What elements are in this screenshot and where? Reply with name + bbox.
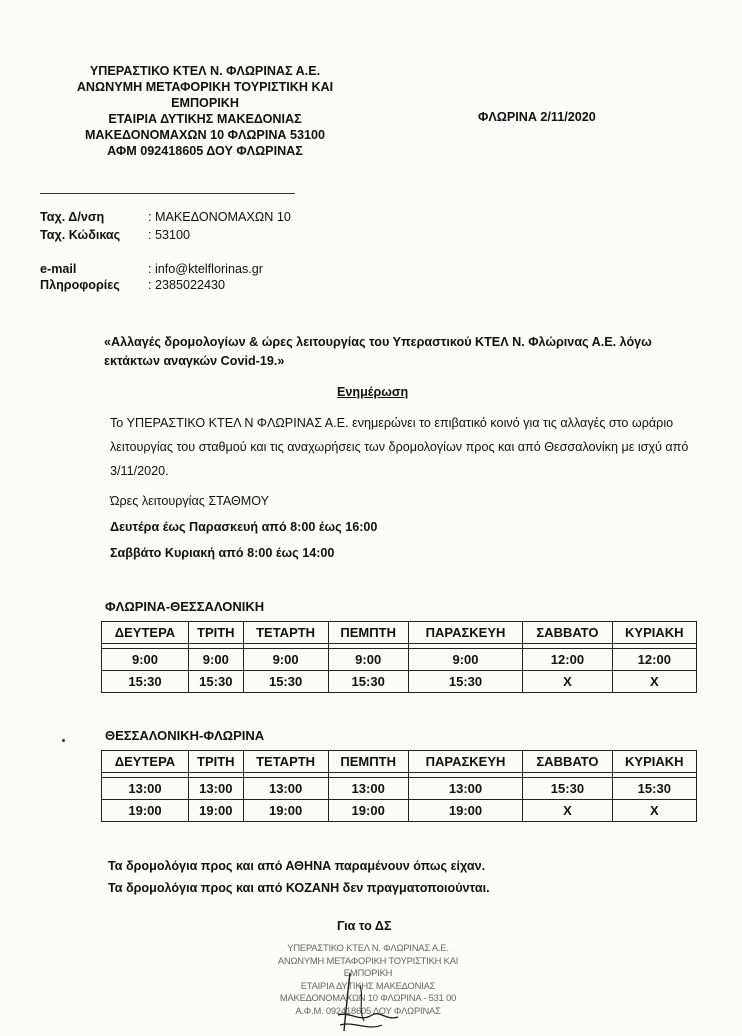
email-value: : info@ktelflorinas.gr <box>148 262 263 276</box>
departure-cell: 9:00 <box>188 649 243 671</box>
departure-cell: 13:00 <box>188 778 243 800</box>
departure-cell: Χ <box>612 800 696 822</box>
stamp-line: ΥΠΕΡΑΣΤΙΚΟ ΚΤΕΛ Ν. ΦΛΩΡΙΝΑΣ Α.Ε. <box>287 942 449 953</box>
company-line: ΕΤΑΙΡΙΑ ΔΥΤΙΚΗΣ ΜΑΚΕΔΟΝΙΑΣ <box>108 112 302 126</box>
departure-cell: 13:00 <box>408 778 522 800</box>
day-header: ΚΥΡΙΑΚΗ <box>612 622 696 644</box>
departure-cell: 15:30 <box>243 671 328 693</box>
day-header: ΠΑΡΑΣΚΕΥΗ <box>408 751 522 773</box>
departure-cell: 15:30 <box>328 671 408 693</box>
table-row <box>102 800 697 822</box>
departure-cell: Χ <box>523 671 612 693</box>
day-header: ΚΥΡΙΑΚΗ <box>612 751 696 773</box>
day-header: ΤΕΤΑΡΤΗ <box>243 622 328 644</box>
table-header-row <box>102 751 697 773</box>
schedule-table-florina-thessaloniki <box>101 621 697 693</box>
table-row <box>102 778 697 800</box>
document-date: ΦΛΩΡΙΝΑ 2/11/2020 <box>478 110 596 124</box>
company-line: ΜΑΚΕΔΟΝΟΜΑΧΩΝ 10 ΦΛΩΡΙΝΑ 53100 <box>84 128 326 142</box>
stray-mark <box>62 739 65 742</box>
company-line: ΑΝΩΝΥΜΗ ΜΕΤΑΦΟΡΙΚΗ ΤΟΥΡΙΣΤΙΚΗ ΚΑΙ <box>76 80 334 94</box>
departure-cell: 15:30 <box>612 778 696 800</box>
day-header: ΠΑΡΑΣΚΕΥΗ <box>408 622 522 644</box>
departure-cell: 19:00 <box>102 800 189 822</box>
company-header <box>70 63 340 159</box>
departure-cell: Χ <box>612 671 696 693</box>
company-line: ΑΦΜ 092418605 ΔΟΥ ΦΛΩΡΙΝΑΣ <box>107 144 303 158</box>
departure-cell: 19:00 <box>328 800 408 822</box>
day-header: ΣΑΒΒΑΤΟ <box>523 751 612 773</box>
departure-cell: 9:00 <box>328 649 408 671</box>
departure-cell: 19:00 <box>408 800 522 822</box>
closing-note-kozani: Τα δρομολόγια προς και από ΚΟΖΑΝΗ δεν πραγματοποιούνται. <box>108 881 490 895</box>
email-label: e-mail <box>40 262 77 276</box>
departure-cell: 19:00 <box>243 800 328 822</box>
departure-cell: 15:30 <box>408 671 522 693</box>
departure-cell: 12:00 <box>523 649 612 671</box>
stamp-line: ΑΝΩΝΥΜΗ ΜΕΤΑΦΟΡΙΚΗ ΤΟΥΡΙΣΤΙΚΗ ΚΑΙ ΕΜΠΟΡΙΚΗ <box>277 954 459 978</box>
day-header: ΤΡΙΤΗ <box>188 751 243 773</box>
station-hours-weekdays: Δευτέρα έως Παρασκευή από 8:00 έως 16:00 <box>110 520 378 534</box>
departure-cell: 19:00 <box>188 800 243 822</box>
subject-line: «Αλλαγές δρομολογίων & ώρες λειτουργίας του Υπεραστικού ΚΤΕΛ Ν. Φλώρινας Α.Ε. λόγω εκτάκτων αναγκών Covid-19.» <box>104 335 652 368</box>
table-row <box>102 649 697 671</box>
signature-title: Για το ΔΣ <box>337 919 392 933</box>
departure-cell: 15:30 <box>188 671 243 693</box>
departure-cell: 13:00 <box>328 778 408 800</box>
stamp-line: ΜΑΚΕΔΟΝΟΜΑΧΩΝ 10 ΦΛΩΡΙΝΑ - 531 00 <box>279 992 457 1003</box>
day-header: ΔΕΥΤΕΡΑ <box>102 751 189 773</box>
stamp-line: Α.Φ.Μ. 092418605 ΔΟΥ ΦΛΩΡΙΝΑΣ <box>295 1004 441 1016</box>
table-header-row <box>102 622 697 644</box>
company-line: ΕΜΠΟΡΙΚΗ <box>171 96 239 110</box>
day-header: ΤΕΤΑΡΤΗ <box>243 751 328 773</box>
departure-cell: 13:00 <box>102 778 189 800</box>
departure-cell: 15:30 <box>102 671 189 693</box>
table-row <box>102 671 697 693</box>
notice-heading: Ενημέρωση <box>337 385 409 399</box>
departure-cell: 12:00 <box>612 649 696 671</box>
handwritten-signature <box>320 965 430 1035</box>
info-label: Πληροφορίες <box>40 278 120 292</box>
departure-cell: 15:30 <box>523 778 612 800</box>
departure-cell: 9:00 <box>102 649 189 671</box>
address-value: : ΜΑΚΕΔΟΝΟΜΑΧΩΝ 10 <box>148 210 291 224</box>
address-label: Ταχ. Δ/νση <box>40 210 105 224</box>
day-header: ΠΕΜΠΤΗ <box>328 751 408 773</box>
day-header: ΔΕΥΤΕΡΑ <box>102 622 189 644</box>
departure-cell: 9:00 <box>408 649 522 671</box>
company-line: ΥΠΕΡΑΣΤΙΚΟ ΚΤΕΛ Ν. ΦΛΩΡΙΝΑΣ Α.Ε. <box>89 64 321 78</box>
day-header: ΠΕΜΠΤΗ <box>328 622 408 644</box>
route-title-florina-thessaloniki: ΦΛΩΡΙΝΑ-ΘΕΣΣΑΛΟΝΙΚΗ <box>105 599 265 614</box>
schedule-table-thessaloniki-florina <box>101 750 697 822</box>
postcode-value: : 53100 <box>148 228 191 242</box>
closing-note-athens: Τα δρομολόγια προς και από ΑΘΗΝΑ παραμένουν όπως είχαν. <box>108 859 486 873</box>
route-title-thessaloniki-florina: ΘΕΣΣΑΛΟΝΙΚΗ-ΦΛΩΡΙΝΑ <box>105 728 265 743</box>
departure-cell: 13:00 <box>243 778 328 800</box>
station-hours-title: Ώρες λειτουργίας ΣΤΑΘΜΟΥ <box>110 494 270 508</box>
departure-cell: Χ <box>523 800 612 822</box>
stamp-line: ΕΤΑΙΡΙΑ ΔΥΤΙΚΗΣ ΜΑΚΕΔΟΝΙΑΣ <box>300 979 436 991</box>
intro-paragraph: Το ΥΠΕΡΑΣΤΙΚΟ ΚΤΕΛ Ν ΦΛΩΡΙΝΑΣ Α.Ε. ενημερώνει το επιβατικό κοινό για τις αλλαγές στο ωράριο λειτουργίας του σταθμού και τις αναχωρήσεις των δρομολογίων προς και από Θεσσαλονίκη με ισχύ από 3/11/2020. <box>110 416 689 478</box>
day-header: ΣΑΒΒΑΤΟ <box>523 622 612 644</box>
station-hours-weekend: Σαββάτο Κυριακή από 8:00 έως 14:00 <box>110 546 335 560</box>
departure-cell: 9:00 <box>243 649 328 671</box>
info-value: : 2385022430 <box>148 278 226 292</box>
postcode-label: Ταχ. Κώδικας <box>40 228 121 242</box>
header-divider <box>40 193 295 194</box>
day-header: ΤΡΙΤΗ <box>188 622 243 644</box>
